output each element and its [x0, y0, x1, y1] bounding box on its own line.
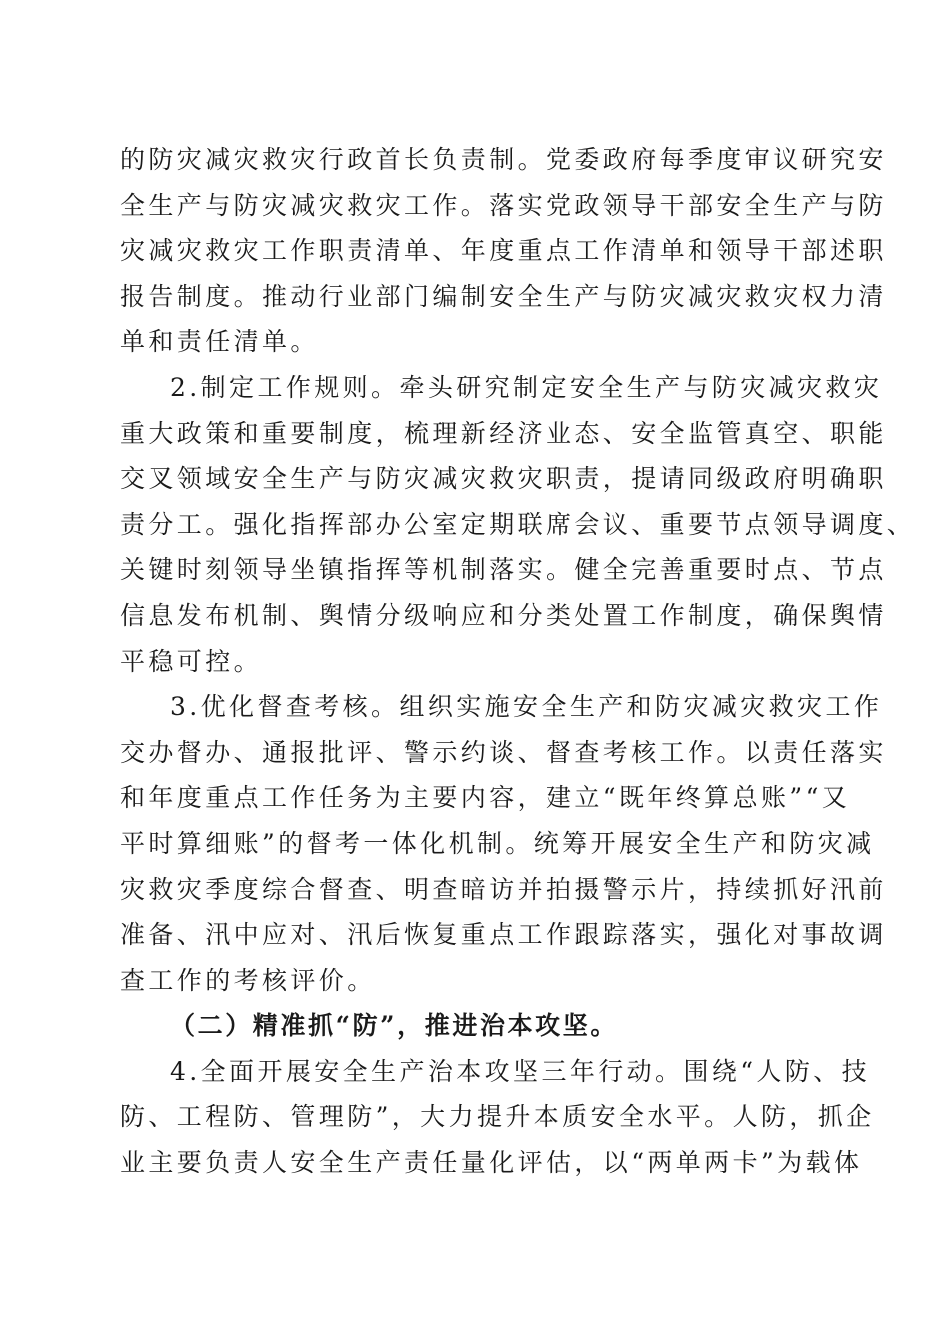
- text-line: 关键时刻领导坐镇指挥等机制落实。健全完善重要时点、节点: [120, 555, 887, 585]
- text-line: 的防灾减灾救灾行政首长负责制。党委政府每季度审议研究安: [120, 145, 887, 174]
- text-line: 报告制度。推动行业部门编制安全生产与防灾减灾救灾权力清: [120, 281, 887, 311]
- text-line: 业主要负责人安全生产责任量化评估，以“两单两卡”为载体: [120, 1148, 863, 1178]
- text-line: 4.全面开展安全生产治本攻坚三年行动。围绕“人防、技: [170, 1056, 871, 1086]
- text-line: 和年度重点工作任务为主要内容，建立“既年终算总账”“又: [120, 783, 851, 813]
- text-line: 2.制定工作规则。牵头研究制定安全生产与防灾减灾救灾: [170, 372, 883, 402]
- text-line: 交办督办、通报批评、警示约谈、督查考核工作。以责任落实: [120, 737, 887, 767]
- text-line: 灾救灾季度综合督查、明查暗访并拍摄警示片，持续抓好汛前: [120, 874, 887, 904]
- text-line: 全生产与防灾减灾救灾工作。落实党政领导干部安全生产与防: [120, 190, 887, 220]
- document-body: [120, 137, 916, 1186]
- text-line: 灾减灾救灾工作职责清单、年度重点工作清单和领导干部述职: [120, 236, 887, 266]
- text-line: 准备、汛中应对、汛后恢复重点工作跟踪落实，强化对事故调: [120, 920, 887, 950]
- text-line: 查工作的考核评价。: [120, 965, 376, 995]
- section-heading: （二）精准抓“防”，推进治本攻坚。: [170, 1011, 618, 1041]
- text-line: 平稳可控。: [120, 646, 263, 676]
- text-line: 防、工程防、管理防”，大力提升本质安全水平。人防，抓企: [120, 1102, 875, 1132]
- text-line: 信息发布机制、舆情分级响应和分类处置工作制度，确保舆情: [120, 600, 887, 630]
- text-line: 单和责任清单。: [120, 327, 319, 357]
- text-line: 责分工。强化指挥部办公室定期联席会议、重要节点领导调度、: [120, 509, 916, 539]
- text-line: 交叉领域安全生产与防灾减灾救灾职责，提请同级政府明确职: [120, 464, 887, 494]
- text-line: 平时算细账”的督考一体化机制。统筹开展安全生产和防灾减: [120, 828, 875, 858]
- text-line: 3.优化督查考核。组织实施安全生产和防灾减灾救灾工作: [170, 692, 883, 722]
- text-line: 重大政策和重要制度，梳理新经济业态、安全监管真空、职能: [120, 418, 887, 448]
